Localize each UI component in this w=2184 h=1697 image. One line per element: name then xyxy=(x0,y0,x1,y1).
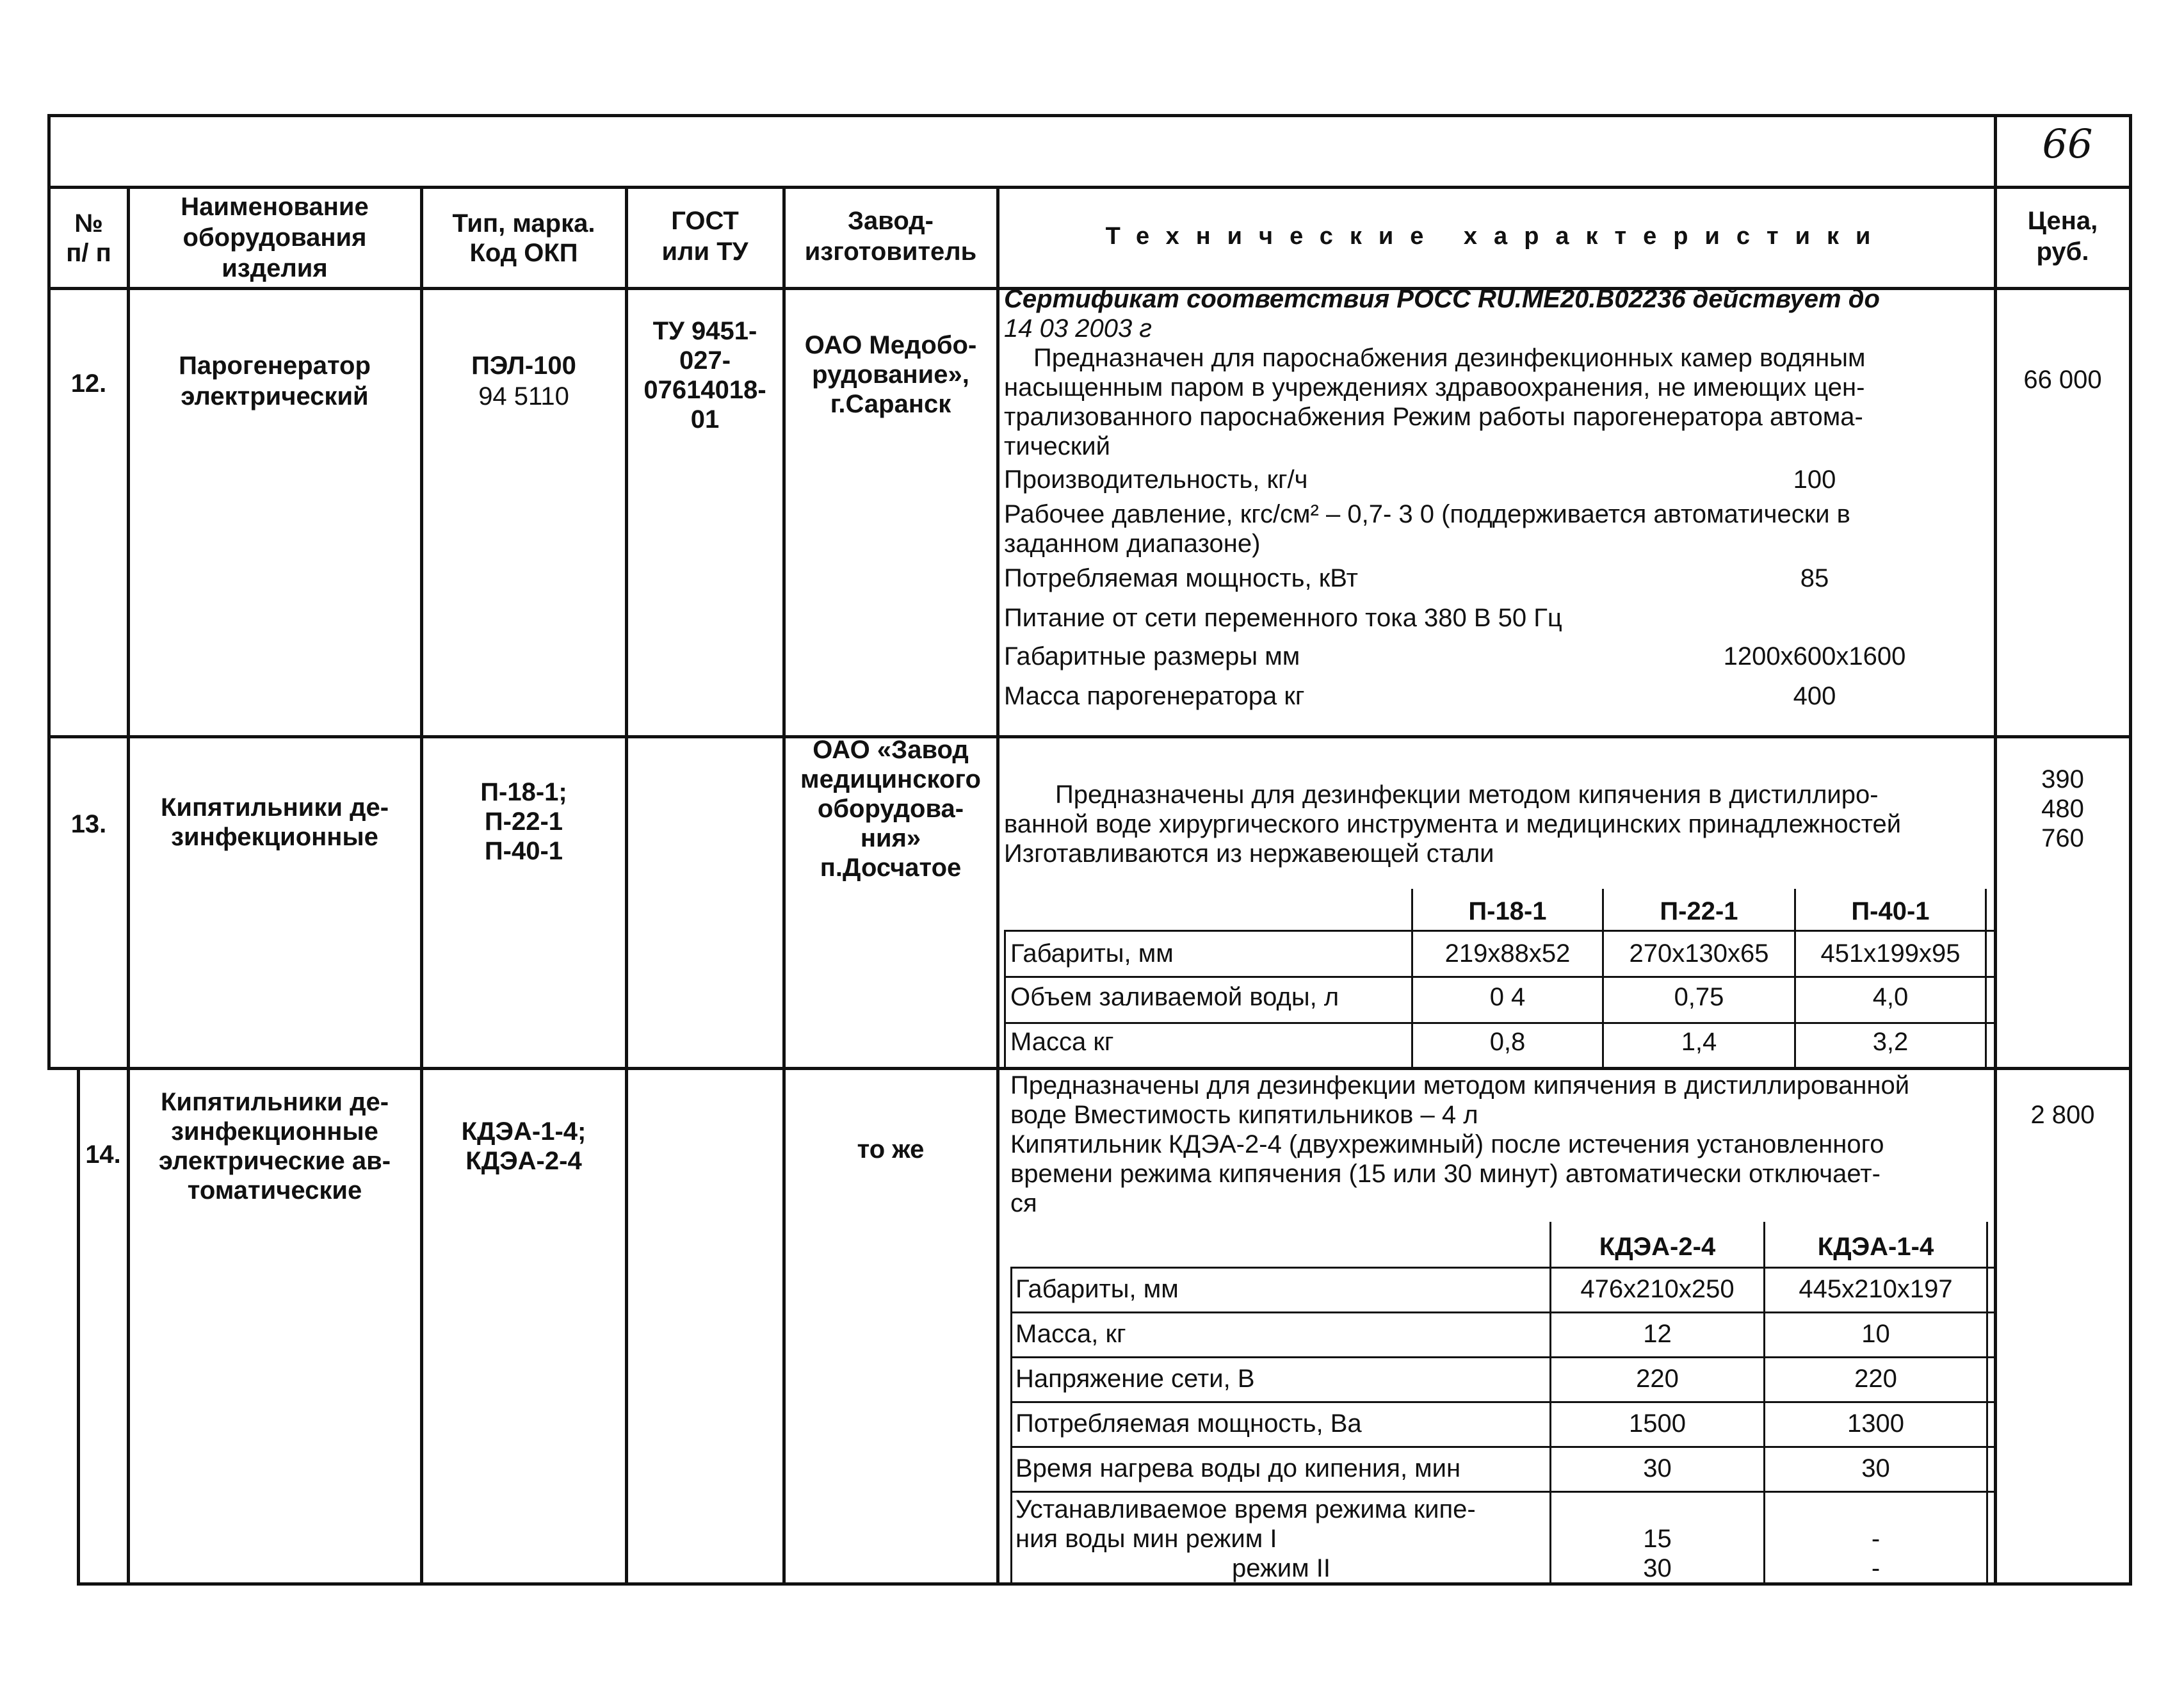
row-12-param-label: Масса парогенератора кг xyxy=(1004,682,1305,710)
subtable-13-cell: 0,8 xyxy=(1489,1028,1526,1056)
subtable-13-line xyxy=(1004,930,1994,932)
subtable-14-last-label-line2: ния воды мин режим I xyxy=(1015,1525,1277,1553)
row-12-desc-line4: тический xyxy=(1004,432,1110,460)
subtable-13-line xyxy=(1004,1022,1994,1024)
subtable-13-vline xyxy=(1985,889,1987,1068)
row-14-name-line4: томатические xyxy=(187,1176,362,1205)
header-gost-line1: ГОСТ xyxy=(671,207,739,235)
row-12-gost-line2: 027- xyxy=(679,346,731,375)
row-13-num: 13. xyxy=(70,810,107,838)
subtable-13-cell: 0 4 xyxy=(1489,983,1526,1011)
row-12-maker-line1: ОАО Медобо- xyxy=(804,331,977,359)
header-price-line1: Цена, xyxy=(2027,207,2098,235)
row-14-type-line1: КДЭА-1-4; xyxy=(461,1117,586,1146)
row-13-type-line1: П-18-1; xyxy=(480,778,567,806)
subtable-13-cell: 270х130х65 xyxy=(1629,939,1769,968)
row-12-param-label: Рабочее давление, кгс/см² – 0,7- 3 0 (поддерживается автоматически в xyxy=(1004,500,1850,528)
row-13-price-3: 760 xyxy=(2041,824,2084,852)
row-12-param-label: Производительность, кг/ч xyxy=(1004,466,1308,494)
row-13-type-line2: П-22-1 xyxy=(484,808,563,836)
subtable-13-line xyxy=(1004,976,1994,978)
row-12-param-label: Габаритные размеры мм xyxy=(1004,642,1300,670)
row-12-desc-line3: трализованного пароснабжения Режим работы парогенератора автома- xyxy=(1004,403,1863,431)
subtable-14-cell: 10 xyxy=(1861,1320,1890,1348)
row-14-price: 2 800 xyxy=(2030,1101,2095,1129)
row-14-desc-line3: Кипятильник КДЭА-2-4 (двухрежимный) после истечения установленного xyxy=(1010,1130,1884,1158)
subtable-13-cell: 3,2 xyxy=(1872,1028,1909,1056)
subtable-13-header: П-18-1 xyxy=(1468,897,1547,925)
row-12-price: 66 000 xyxy=(2023,366,2102,394)
row-13-name-line1: Кипятильники де- xyxy=(160,793,389,822)
row-12-gost-line1: ТУ 9451- xyxy=(652,317,757,345)
row-12-param-value: 85 xyxy=(1800,564,1829,592)
subtable-13-cell: 1,4 xyxy=(1681,1028,1717,1056)
header-type-line1: Тип, марка. xyxy=(452,209,595,238)
subtable-14-cell: - xyxy=(1871,1554,1881,1582)
row-14-desc-line5: ся xyxy=(1010,1189,1037,1217)
subtable-14-row-label: Масса, кг xyxy=(1015,1320,1126,1348)
subtable-14-vline xyxy=(1986,1222,1988,1583)
row-13-type-line3: П-40-1 xyxy=(484,837,563,865)
header-gost-line2: или ТУ xyxy=(661,238,748,266)
row-14-desc-line4: времени режима кипячения (15 или 30 минут) автоматически отключает- xyxy=(1010,1160,1881,1188)
row-12-param-value: 400 xyxy=(1793,682,1836,710)
subtable-14-header: КДЭА-1-4 xyxy=(1817,1233,1934,1261)
row-12-param-label: Потребляемая мощность, кВт xyxy=(1004,564,1358,592)
row-14-desc-line2: воде Вместимость кипятильников – 4 л xyxy=(1010,1101,1478,1129)
row-12-param-value: 100 xyxy=(1793,466,1836,494)
subtable-14-row-label: Напряжение сети, В xyxy=(1015,1365,1255,1393)
subtable-14-vline xyxy=(1010,1267,1012,1583)
row-13-maker-line4: ния» xyxy=(860,824,921,852)
row-12-name-line1: Парогенератор xyxy=(179,352,371,380)
document-table xyxy=(47,114,2132,1586)
row-13-maker-line1: ОАО «Завод xyxy=(813,736,969,764)
subtable-13-cell: 4,0 xyxy=(1872,983,1909,1011)
row-14-maker: то же xyxy=(857,1135,925,1164)
frame-right xyxy=(2129,114,2132,1586)
row-12-maker-line3: г.Саранск xyxy=(830,390,951,418)
row-13-maker-line5: п.Досчатое xyxy=(820,854,962,882)
subtable-14-cell: 220 xyxy=(1854,1365,1897,1393)
row-14-num: 14. xyxy=(85,1141,121,1169)
header-num-line1: № xyxy=(74,209,103,238)
row-14-name-line1: Кипятильники де- xyxy=(160,1088,389,1116)
header-specs: Технические характеристики xyxy=(1105,223,1888,250)
row-14-name-line2: зинфекционные xyxy=(171,1117,378,1146)
subtable-14-line xyxy=(1010,1267,1996,1269)
row-12-name-line2: электрический xyxy=(181,382,369,410)
subtable-13-cell: 451х199х95 xyxy=(1820,939,1961,968)
subtable-14-cell: 476х210х250 xyxy=(1580,1275,1735,1303)
subtable-14-line xyxy=(1010,1311,1996,1313)
subtable-13-vline xyxy=(1004,930,1006,1068)
row-12-certificate-line1: Сертификат соответствия РОСС RU.ME20.B02236 действует до xyxy=(1004,285,1880,313)
subtable-14-cell: 1500 xyxy=(1629,1409,1686,1438)
subtable-14-cell: 15 xyxy=(1643,1525,1672,1553)
page-number: 66 xyxy=(2042,120,2093,167)
row-12-num: 12. xyxy=(70,369,107,398)
subtable-14-cell: - xyxy=(1871,1525,1881,1553)
row-12-certificate-line2: 14 03 2003 г xyxy=(1004,314,1153,343)
row-12-desc-line1: Предназначен для пароснабжения дезинфекционных камер водяным xyxy=(1033,344,1866,372)
header-num-line2: п/ п xyxy=(66,239,111,267)
subtable-14-cell: 1300 xyxy=(1847,1409,1904,1438)
row-12-type-line1: ПЭЛ-100 xyxy=(471,352,576,380)
row-13-name-line2: зинфекционные xyxy=(171,823,378,851)
row-13-desc-line1: Предназначены для дезинфекции методом кипячения в дистиллиро- xyxy=(1055,781,1879,809)
header-name-line3: изделия xyxy=(222,254,328,282)
row-12-gost-line3: 07614018- xyxy=(643,376,766,404)
row-13-bottom-line xyxy=(47,1067,2132,1070)
row-13-desc-line3: Изготавливаются из нержавеющей стали xyxy=(1004,840,1494,868)
subtable-14-row-label: Габариты, мм xyxy=(1015,1275,1179,1303)
row-12-maker-line2: рудование», xyxy=(812,361,969,389)
row-12-gost-line4: 01 xyxy=(690,405,720,434)
subtable-13-cell: 0,75 xyxy=(1674,983,1724,1011)
row-14-name-line3: электрические ав- xyxy=(158,1147,391,1175)
subtable-14-row-label: Потребляемая мощность, Ва xyxy=(1015,1409,1362,1438)
header-maker-line2: изготовитель xyxy=(804,238,977,266)
subtable-13-cell: 219х88х52 xyxy=(1444,939,1571,968)
frame-top xyxy=(47,114,2132,117)
subtable-13-header: П-22-1 xyxy=(1660,897,1738,925)
subtable-14-line xyxy=(1010,1491,1996,1493)
row-13-desc-line2: ванной воде хирургического инструмента и медицинских принадлежностей xyxy=(1004,810,1902,838)
header-type-line2: Код ОКП xyxy=(469,239,578,267)
row-13-maker-line3: оборудова- xyxy=(817,795,964,823)
row-14-type-line2: КДЭА-2-4 xyxy=(465,1147,582,1175)
row-12-param-label: заданном диапазоне) xyxy=(1004,530,1261,558)
subtable-14-cell: 30 xyxy=(1861,1454,1890,1482)
row-12-desc-line2: насыщенным паром в учреждениях здравоохранения, не имеющих цен- xyxy=(1004,373,1865,402)
subtable-14-row-label: Время нагрева воды до кипения, мин xyxy=(1015,1454,1461,1482)
subtable-14-last-label-line3: режим II xyxy=(1232,1554,1331,1582)
subtable-14-line xyxy=(1010,1446,1996,1448)
row-13-price-1: 390 xyxy=(2041,765,2084,793)
header-price-line2: руб. xyxy=(2036,238,2089,266)
subtable-14-cell: 220 xyxy=(1636,1365,1679,1393)
subtable-14-line xyxy=(1010,1356,1996,1358)
row-13-maker-line2: медицинского xyxy=(800,765,981,793)
header-name-line2: оборудования xyxy=(182,223,367,252)
subtable-14-cell: 445х210х197 xyxy=(1799,1275,1953,1303)
row-12-bottom-line xyxy=(47,735,2132,738)
subtable-14-last-label-line1: Устанавливаемое время режима кипе- xyxy=(1015,1495,1476,1523)
subtable-14-line xyxy=(1010,1401,1996,1403)
row-12-type-line2: 94 5110 xyxy=(478,382,569,410)
row-13-price-2: 480 xyxy=(2041,795,2084,823)
subtable-14-cell: 30 xyxy=(1643,1554,1672,1582)
header-maker-line1: Завод- xyxy=(848,207,934,235)
subtable-13-row-label: Объем заливаемой воды, л xyxy=(1010,983,1339,1011)
row-14-desc-line1: Предназначены для дезинфекции методом кипячения в дистиллированной xyxy=(1010,1071,1910,1100)
subtable-13-row-label: Масса кг xyxy=(1010,1028,1114,1056)
header-name-line1: Наименование xyxy=(181,193,369,221)
subtable-14-header: КДЭА-2-4 xyxy=(1599,1233,1716,1261)
subtable-13-row-label: Габариты, мм xyxy=(1010,939,1174,968)
subtable-14-cell: 30 xyxy=(1643,1454,1672,1482)
col-sep-5 xyxy=(996,186,999,1586)
row-12-param-value: 1200х600х1600 xyxy=(1723,642,1906,670)
header-top-line xyxy=(47,186,2132,189)
row-12-param-label: Питание от сети переменного тока 380 В 50 Гц xyxy=(1004,604,1562,632)
subtable-13-header: П-40-1 xyxy=(1851,897,1930,925)
subtable-14-cell: 12 xyxy=(1643,1320,1672,1348)
